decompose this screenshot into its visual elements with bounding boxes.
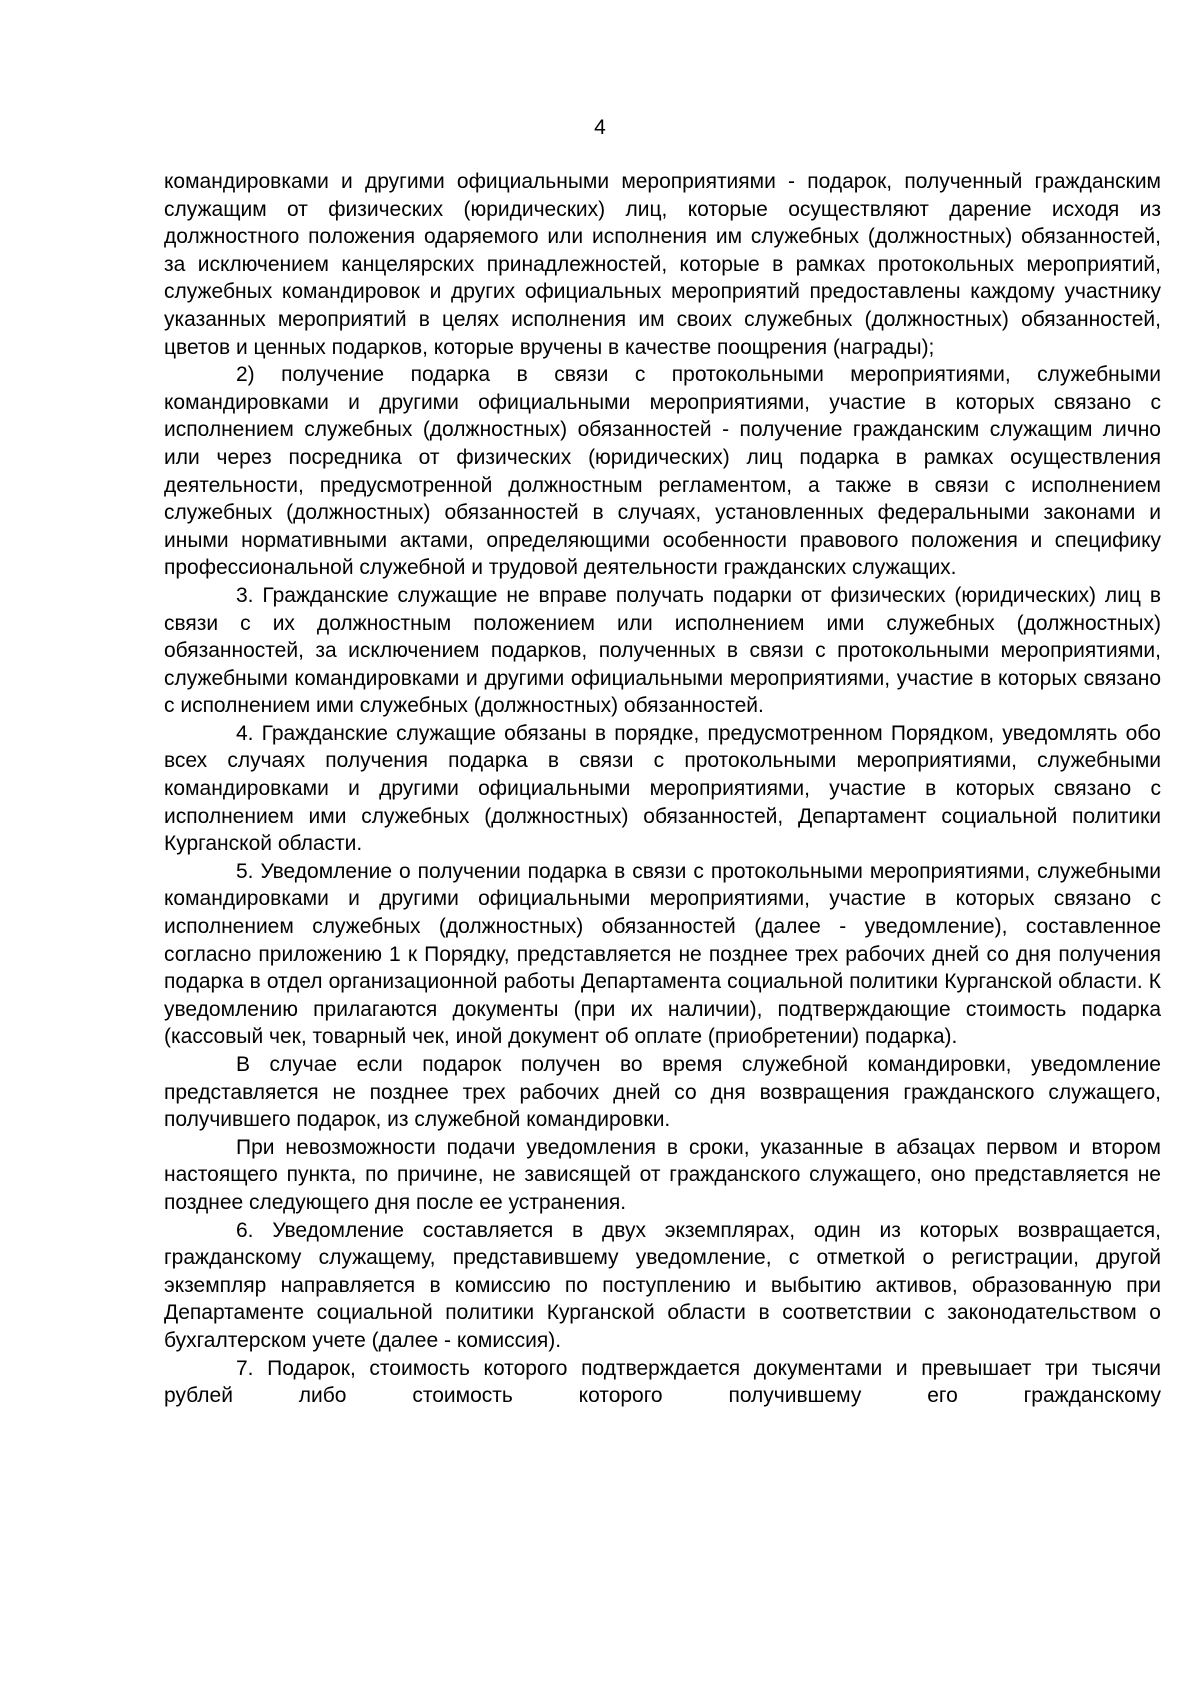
page-number: 4 (594, 116, 606, 139)
paragraph-item-5-deadline: При невозможности подачи уведомления в сроки, указанные в абзацах первом и втором настоящего пункта, по причине, не зависящей от гражданского служащего, оно представляется не позднее следующего дня после ее устранения. (164, 1135, 1161, 1214)
paragraph-item-3: 3. Гражданские служащие не вправе получать подарки от физических (юридических) лиц в связи с их должностным положением или исполнением ими служебных (должностных) обязанностей, за исключением подарков, полученных в связи с протокольными мероприятиями, служебными командировками и другими официальными мероприятиями, участие в которых связано с исполнением ими служебных (должностных) обязанностей. (164, 583, 1161, 718)
paragraph-item-2: 2) получение подарка в связи с протокольными мероприятиями, служебными командировками и другими официальными мероприятиями, участие в которых связано с исполнением служебных (должностных) обязанностей - получение гражданским служащим лично или через посредника от физических (юридических) лиц подарка в рамках осуществления деятельности, предусмотренной должностным регламентом, а также в связи с исполнением служебных (должностных) обязанностей в случаях, установленных федеральными законами и иными нормативными актами, определяющими особенности правового положения и специфику профессиональной служебной и трудовой деятельности гражданских служащих. (164, 363, 1161, 580)
paragraph-item-5-travel: В случае если подарок получен во время служебной командировки, уведомление представляется не позднее трех рабочих дней со дня возвращения гражданского служащего, получившего подарок, из служебной командировки. (164, 1053, 1161, 1132)
paragraph-item-7: 7. Подарок, стоимость которого подтверждается документами и превышает три тысячи рублей либо стоимость которого получившему его гражданскому (164, 1356, 1161, 1408)
paragraph-continuation: командировками и другими официальными мероприятиями - подарок, полученный гражданским служащим от физических (юридических) лиц, которые осуществляют дарение исходя из должностного положения одаряемого или исполнения им служебных (должностных) обязанностей, за исключением канцелярских принадлежностей, которые в рамках протокольных мероприятий, служебных командировок и других официальных мероприятий предоставлены каждому участнику указанных мероприятий в целях исполнения им своих служебных (должностных) обязанностей, цветов и ценных подарков, которые вручены в качестве поощрения (награды); (164, 170, 1161, 359)
paragraph-item-5: 5. Уведомление о получении подарка в связи с протокольными мероприятиями, служебными командировками и другими официальными мероприятиями, участие в которых связано с исполнением служебных (должностных) обязанностей (далее - уведомление), составленное согласно приложению 1 к Порядку, представляется не позднее трех рабочих дней со дня получения подарка в отдел организационной работы Департамента социальной политики Курганской области. К уведомлению прилагаются документы (при их наличии), подтверждающие стоимость подарка (кассовый чек, товарный чек, иной документ об оплате (приобретении) подарка). (164, 859, 1161, 1049)
paragraph-item-4: 4. Гражданские служащие обязаны в порядке, предусмотренном Порядком, уведомлять обо всех случаях получения подарка в связи с протокольными мероприятиями, служебными командировками и другими официальными мероприятиями, участие в которых связано с исполнением ими служебных (должностных) обязанностей, Департамент социальной политики Курганской области. (164, 721, 1161, 856)
paragraph-item-6: 6. Уведомление составляется в двух экземплярах, один из которых возвращается, гражданскому служащему, представившему уведомление, с отметкой о регистрации, другой экземпляр направляется в комиссию по поступлению и выбытию активов, образованную при Департаменте социальной политики Курганской области в соответствии с законодательством о бухгалтерском учете (далее - комиссия). (164, 1218, 1161, 1352)
document-body (164, 168, 1161, 1410)
